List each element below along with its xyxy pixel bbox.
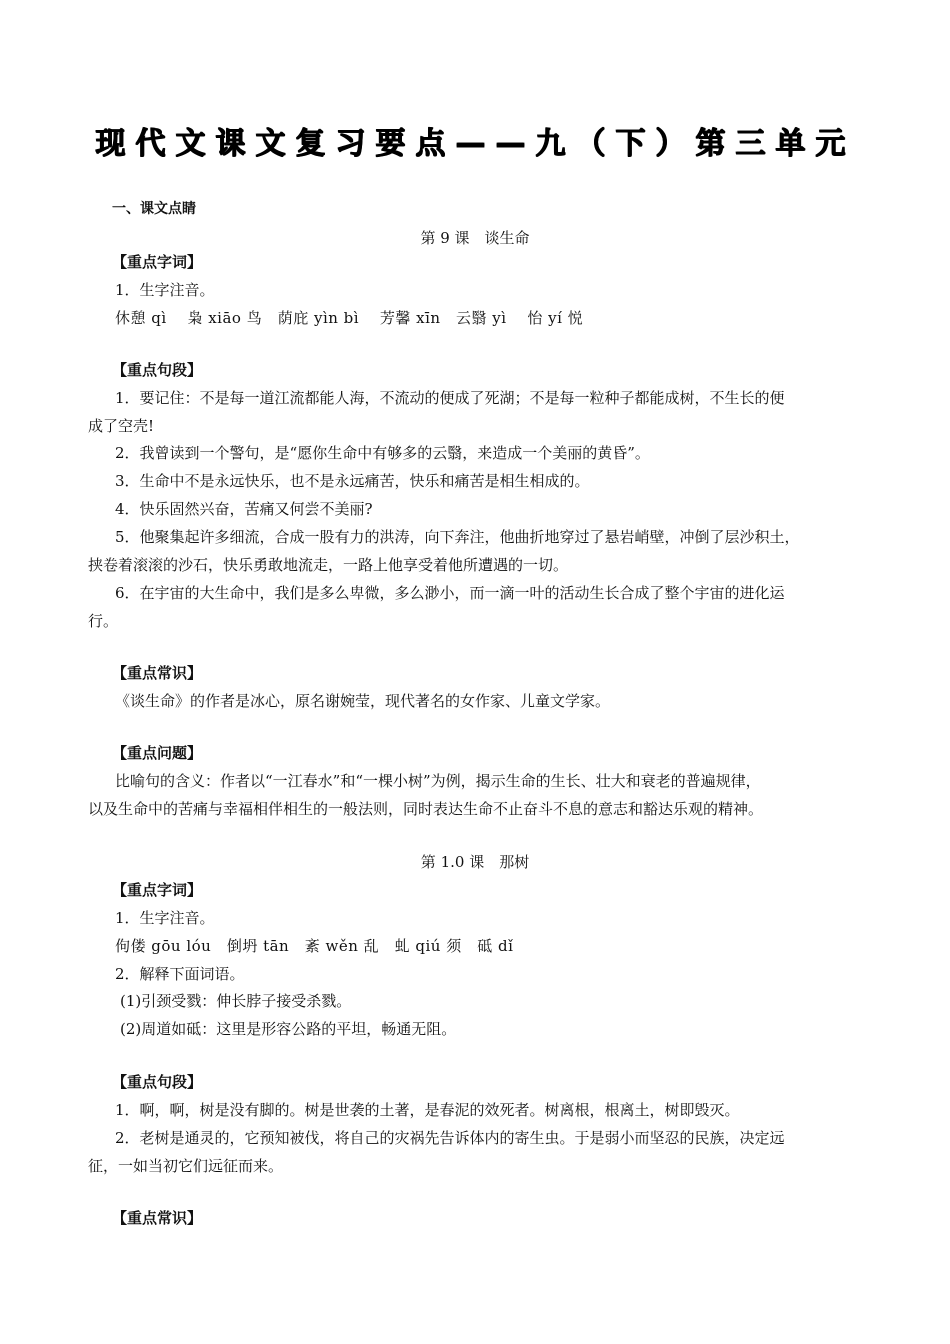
knowledge-text: 《谈生命》的作者是冰心，原名谢婉莹，现代著名的女作家、儿童文学家。 bbox=[115, 692, 611, 710]
words-intro: 1．生字注音。 bbox=[115, 909, 215, 927]
lesson-heading: 第 9 课 谈生命 bbox=[420, 229, 530, 247]
sentence-3: 3．生命中不是永远快乐，也不是永远痛苦，快乐和痛苦是相生相成的。 bbox=[115, 472, 590, 490]
sentence-5: 5．他聚集起许多细流，合成一股有力的洪涛，向下奔注，他曲折地穿过了悬岩峭壁，冲倒了层沙积土， bbox=[115, 528, 800, 546]
page-title: 现代文课文复习要点——九（下）第三单元 bbox=[95, 126, 855, 161]
section-heading: 一、课文点睛 bbox=[112, 201, 196, 217]
sentence-6-cont: 行。 bbox=[88, 612, 119, 630]
words-pinyin-line: 佝偻 gōu lóu 倒坍 tān 紊 wěn 乱 虬 qiú 须 砥 dǐ bbox=[115, 937, 514, 955]
tag-key-knowledge: 【重点常识】 bbox=[112, 664, 203, 682]
tag-key-sentences: 【重点句段】 bbox=[112, 1073, 203, 1091]
sentence-5-cont: 挟卷着滚滚的沙石，快乐勇敢地流走，一路上他享受着他所遭遇的一切。 bbox=[88, 556, 569, 574]
sentence-1-cont: 成了空壳! bbox=[88, 417, 155, 435]
explain-item-2: (2)周道如砥：这里是形容公路的平坦，畅通无阻。 bbox=[120, 1020, 457, 1038]
words-pinyin-line: 休憩 qì 枭 xiāo 鸟 荫庇 yìn bì 芳馨 xīn 云翳 yì 怡 yí 悦 bbox=[115, 309, 584, 327]
tag-key-sentences: 【重点句段】 bbox=[112, 361, 203, 379]
sentence-1: 1．啊，啊，树是没有脚的。树是世袭的土著，是春泥的效死者。树离根，根离土，树即毁灭。 bbox=[115, 1101, 740, 1119]
sentence-4: 4．快乐固然兴奋，苦痛又何尝不美丽? bbox=[115, 500, 373, 518]
sentence-2: 2．我曾读到一个警句，是“愿你生命中有够多的云翳，来造成一个美丽的黄昏”。 bbox=[115, 444, 650, 462]
tag-key-knowledge: 【重点常识】 bbox=[112, 1209, 203, 1227]
lesson-heading: 第 1.0 课 那树 bbox=[420, 853, 530, 871]
question-text-cont: 以及生命中的苦痛与幸福相伴相生的一般法则，同时表达生命不止奋斗不息的意志和豁达乐观的精神。 bbox=[88, 800, 764, 818]
sentence-2: 2．老树是通灵的，它预知被伐，将自己的灾祸先告诉体内的寄生虫。于是弱小而坚忍的民族，决定远 bbox=[115, 1129, 785, 1147]
explain-item-1: (1)引颈受戮：伸长脖子接受杀戮。 bbox=[120, 992, 352, 1010]
tag-key-question: 【重点问题】 bbox=[112, 744, 203, 762]
sentence-1: 1．要记住：不是每一道江流都能人海，不流动的便成了死湖；不是每一粒种子都能成树，不生长的便 bbox=[115, 389, 785, 407]
tag-key-words: 【重点字词】 bbox=[112, 881, 203, 899]
words-intro: 1．生字注音。 bbox=[115, 281, 215, 299]
tag-key-words: 【重点字词】 bbox=[112, 253, 203, 271]
question-text: 比喻句的含义：作者以“一江春水”和“一棵小树”为例，揭示生命的生长、壮大和衰老的普遍规律， bbox=[115, 772, 761, 790]
sentence-2-cont: 征，一如当初它们远征而来。 bbox=[88, 1157, 284, 1175]
sentence-6: 6．在宇宙的大生命中，我们是多么卑微，多么渺小，而一滴一叶的活动生长合成了整个宇宙的进化运 bbox=[115, 584, 785, 602]
explain-intro: 2．解释下面词语。 bbox=[115, 965, 245, 983]
